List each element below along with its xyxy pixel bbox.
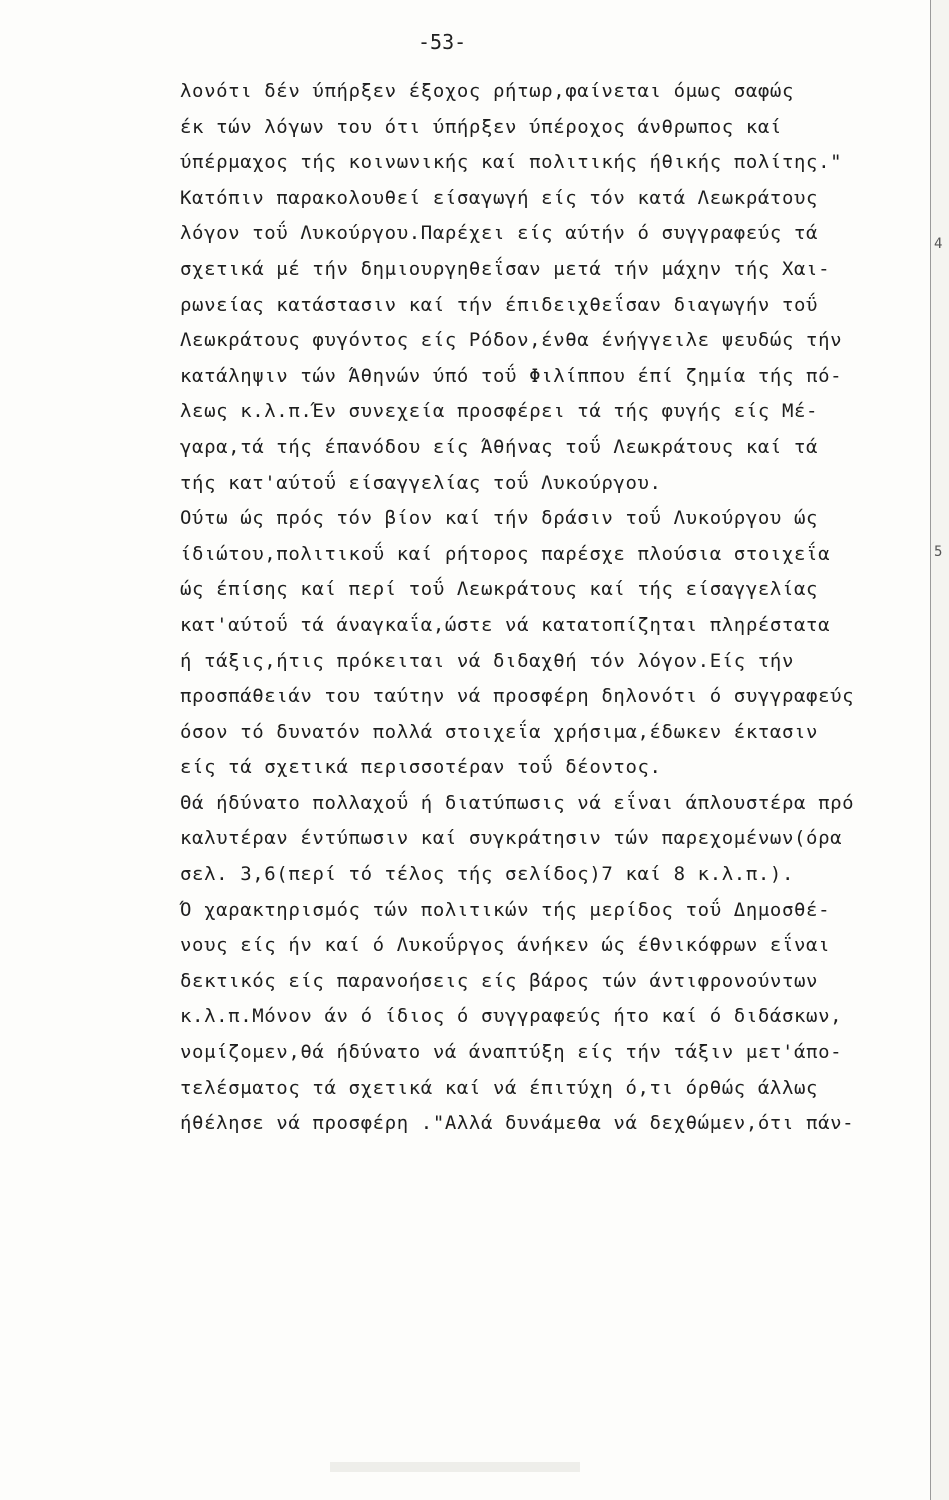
adjacent-page-edge <box>930 0 949 1500</box>
text-line: γαρα,τά τής έπανόδου είς Άθήνας τοΰ Λεωκράτους καί τά <box>180 435 819 458</box>
text-line: κατ'αύτοΰ τά άναγκαΐα,ώστε νά κατατοπίζηται πληρέστατα <box>180 613 831 636</box>
text-line: σελ. 3,6(περί τό τέλος τής σελίδος)7 καί 8 κ.λ.π.). <box>180 863 794 886</box>
text-line: τελέσματος τά σχετικά καί νά έπιτύχη ό,τι όρθώς άλλως <box>180 1076 819 1099</box>
text-line: Θά ήδύνατο πολλαχοΰ ή διατύπωσις νά εΐναι άπλουστέρα πρό <box>180 791 855 814</box>
text-line: νους είς ήν καί ό Λυκοΰργος άνήκεν ώς έθνικόφρων εΐναι <box>180 934 831 957</box>
typed-text-body <box>180 74 920 1142</box>
text-line: κ.λ.π.Μόνον άν ό ίδιος ό συγγραφεύς ήτο καί ό διδάσκων, <box>180 1005 843 1028</box>
text-line: Λεωκράτους φυγόντος είς Ρόδον,ένθα ένήγγειλε ψευδώς τήν <box>180 329 843 352</box>
margin-mark: 4 <box>934 236 943 252</box>
bleed-through-smudge <box>330 1462 580 1472</box>
text-line: τής κατ'αύτοΰ είσαγγελίας τοΰ Λυκούργου. <box>180 471 662 494</box>
text-line: λονότι δέν ύπήρξεν έξοχος ρήτωρ,φαίνεται όμως σαφώς <box>180 80 794 102</box>
text-line: προσπάθειάν του ταύτην νά προσφέρη δηλονότι ό συγγραφεύς <box>180 685 855 708</box>
text-line: ίδιώτου,πολιτικοΰ καί ρήτορος παρέσχε πλούσια στοιχεΐα <box>180 542 831 565</box>
text-line: ήθέλησε νά προσφέρη ."Αλλά δυνάμεθα νά δεχθώμεν,ότι πάν- <box>180 1112 855 1135</box>
text-line: κατάληψιν τών Άθηνών ύπό τοΰ Φιλίππου έπί ζημία τής πό- <box>180 364 843 387</box>
text-line: ώς έπίσης καί περί τοΰ Λεωκράτους καί τής είσαγγελίας <box>180 578 819 601</box>
text-line: είς τά σχετικά περισσοτέραν τοΰ δέοντος. <box>180 756 662 779</box>
text-line: Ούτω ώς πρός τόν βίον καί τήν δράσιν τοΰ Λυκούργου ώς <box>180 507 819 530</box>
text-line: ή τάξις,ήτις πρόκειται νά διδαχθή τόν λόγον.Είς τήν <box>180 649 794 672</box>
text-line: Κατόπιν παρακολουθεί είσαγωγή είς τόν κατά Λεωκράτους <box>180 186 819 209</box>
text-line: σχετικά μέ τήν δημιουργηθεΐσαν μετά τήν μάχην τής Χαι- <box>180 257 831 280</box>
text-line: δεκτικός είς παρανοήσεις είς βάρος τών άντιφρονούντων <box>180 969 819 992</box>
page-number: -53- <box>418 30 467 54</box>
margin-mark: 5 <box>934 544 943 560</box>
text-line: καλυτέραν έντύπωσιν καί συγκράτησιν τών παρεχομένων(όρα <box>180 827 843 850</box>
text-line: έκ τών λόγων του ότι ύπήρξεν ύπέροχος άνθρωπος καί <box>180 115 782 138</box>
text-line: ρωνείας κατάστασιν καί τήν έπιδειχθεΐσαν διαγωγήν τοΰ <box>180 293 819 316</box>
text-line: λεως κ.λ.π.Έν συνεχεία προσφέρει τά τής φυγής είς Μέ- <box>180 400 819 423</box>
text-line: λόγον τοΰ Λυκούργου.Παρέχει είς αύτήν ό συγγραφεύς τά <box>180 222 819 245</box>
text-line: νομίζομεν,θά ήδύνατο νά άναπτύξη είς τήν τάξιν μετ'άπο- <box>180 1041 843 1064</box>
text-line: Ό χαρακτηρισμός τών πολιτικών τής μερίδος τοΰ Δημοσθέ- <box>180 898 831 921</box>
text-line: όσον τό δυνατόν πολλά στοιχεΐα χρήσιμα,έδωκεν έκτασιν <box>180 720 819 743</box>
text-line: ύπέρμαχος τής κοινωνικής καί πολιτικής ήθικής πολίτης." <box>180 151 843 174</box>
